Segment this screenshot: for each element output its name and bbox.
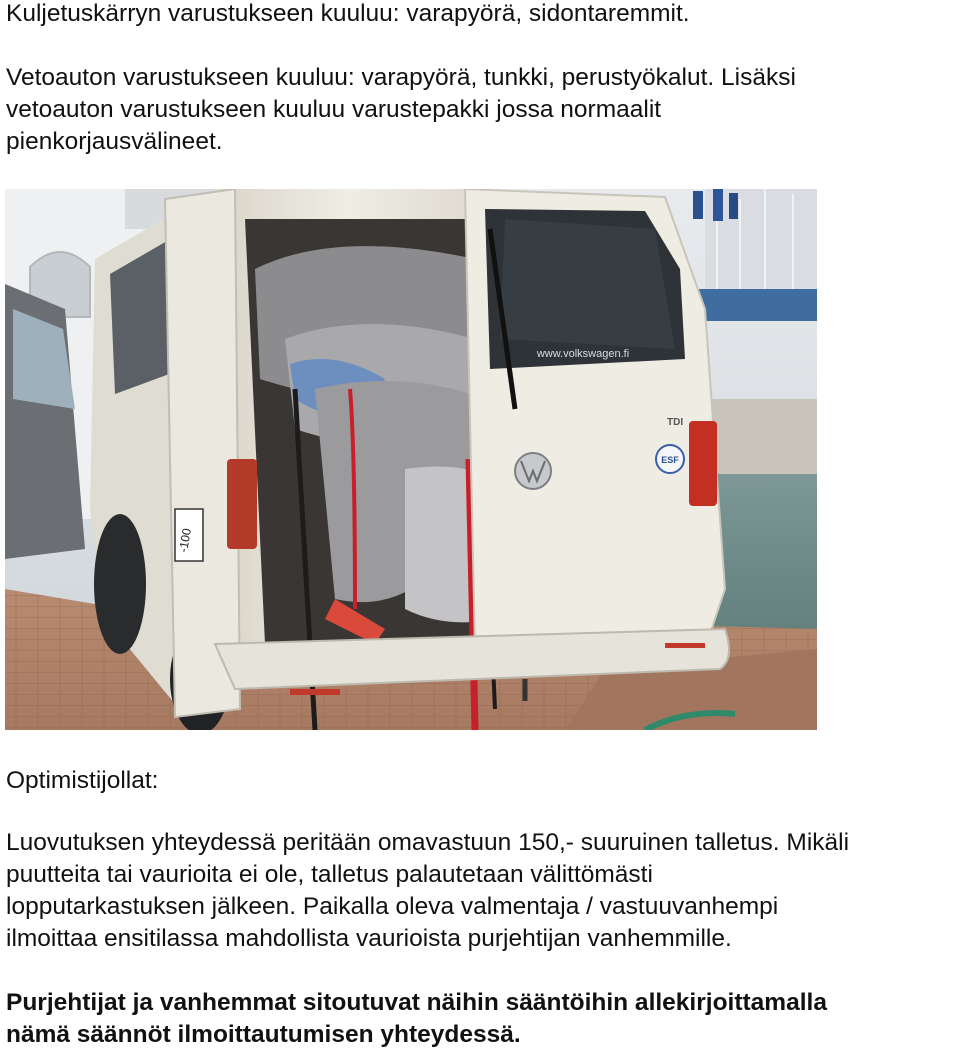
towcar-equipment-line-2: vetoauton varustukseen kuuluu varustepakki jossa normaalit	[6, 96, 662, 123]
deposit-line-3: lopputarkastuksen jälkeen. Paikalla oleva valmentaja / vastuuvanhempi	[6, 893, 779, 920]
deposit-line-2: puutteita tai vaurioita ei ole, talletus palautetaan välittömästi	[6, 861, 653, 888]
optimist-heading: Optimistijollat:	[6, 767, 159, 794]
towcar-equipment-line-3: pienkorjausvälineet.	[6, 128, 223, 155]
towcar-equipment-line-1: Vetoauton varustukseen kuuluu: varapyörä, tunkki, perustyökalut. Lisäksi	[6, 64, 796, 91]
right-tail-light	[689, 421, 717, 506]
commitment-line-1: Purjehtijat ja vanhemmat sitoutuvat näihin sääntöihin allekirjoittamalla	[6, 989, 827, 1016]
deposit-line-1: Luovutuksen yhteydessä peritään omavastuun 150,- suuruinen talletus. Mikäli	[6, 829, 850, 856]
front-wheel	[94, 514, 146, 654]
trailer-equipment-text: Kuljetuskärryn varustukseen kuuluu: varapyörä, sidontaremmit.	[6, 0, 690, 27]
commitment-line-2: nämä säännöt ilmoittautumisen yhteydessä.	[6, 1021, 521, 1048]
license-plate-text: -100	[176, 527, 195, 554]
boats	[695, 289, 817, 321]
deposit-line-4: ilmoittaa ensitilassa mahdollista vaurioista purjehtijan vanhemmille.	[6, 925, 732, 952]
esf-sticker-text: ESF	[661, 455, 679, 465]
tdi-badge: TDI	[667, 417, 684, 428]
left-tail-light	[227, 459, 257, 549]
flags	[693, 189, 738, 221]
window-sticker-text: www.volkswagen.fi	[536, 348, 630, 360]
open-rear-door	[165, 189, 240, 717]
van-photo	[5, 189, 817, 730]
